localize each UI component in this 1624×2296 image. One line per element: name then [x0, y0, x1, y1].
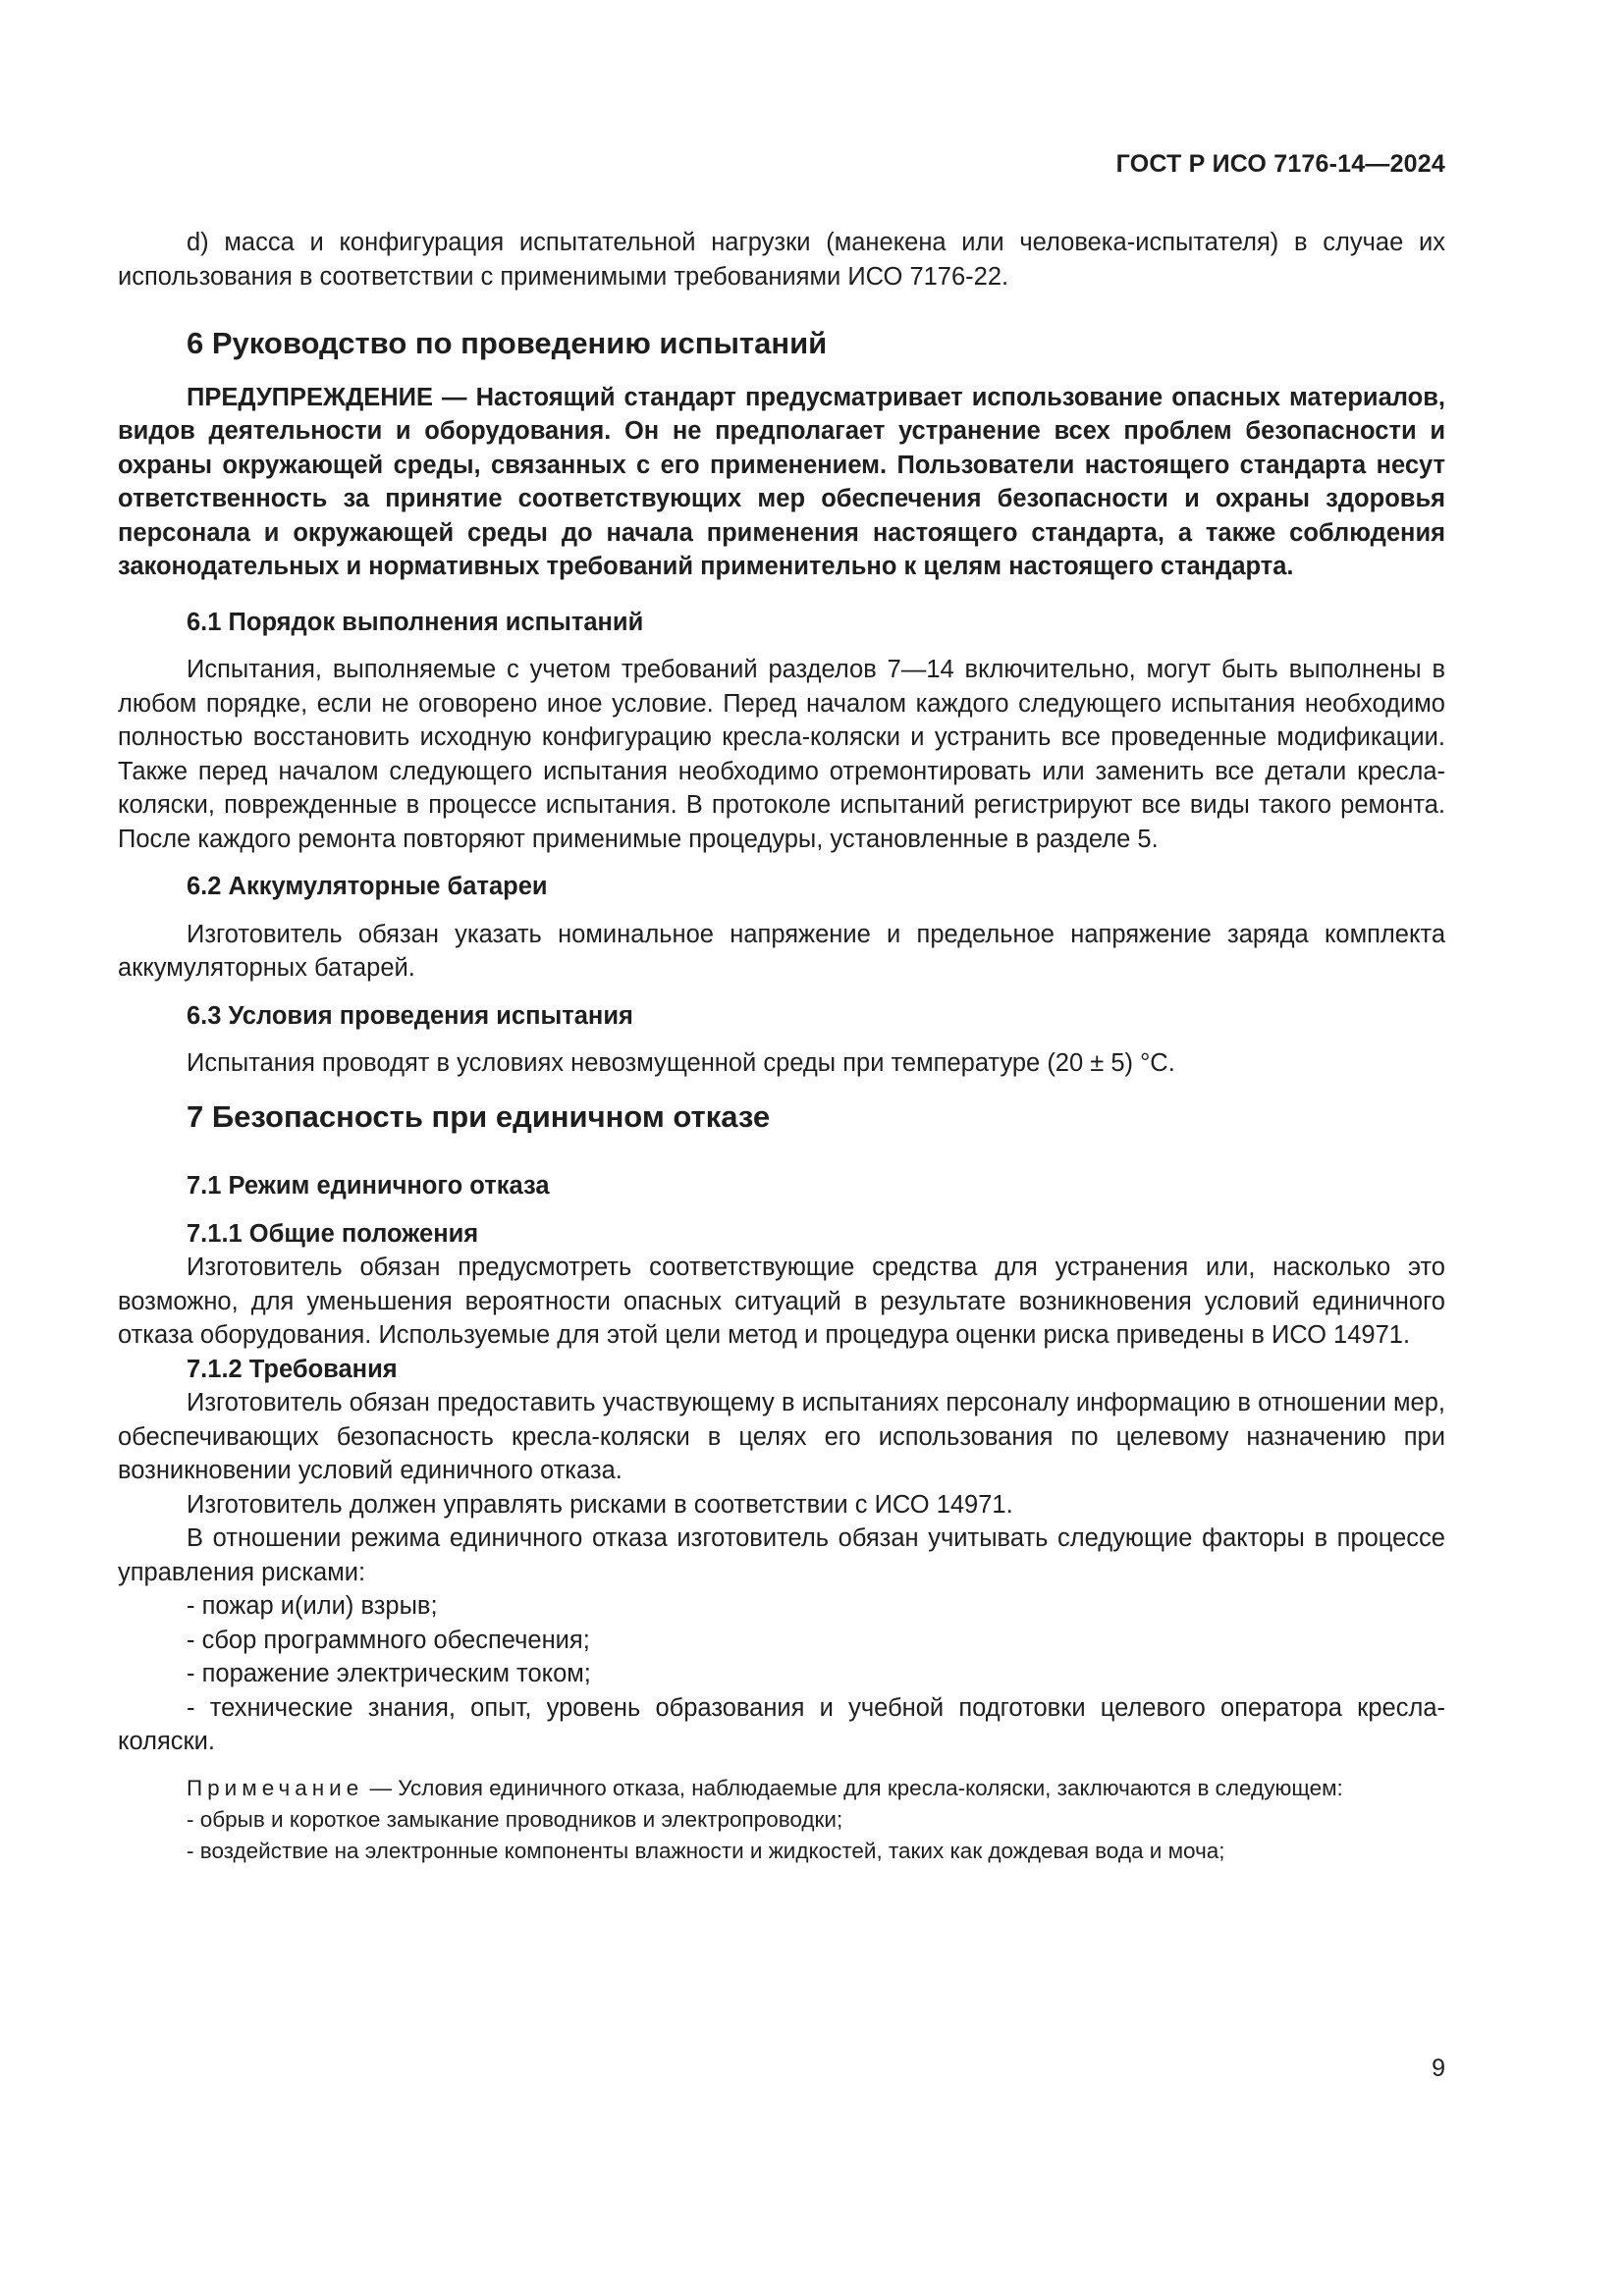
factor-list-item: - сбор программного обеспечения;	[187, 1626, 590, 1654]
note-list-item: - воздействие на электронные компоненты влажности и жидкостей, таких как дождевая вода и моча;	[187, 1838, 1225, 1863]
note-list-item: - обрыв и короткое замыкание проводников и электропроводки;	[187, 1806, 843, 1832]
section-6-2-text: Изготовитель обязан указать номинальное напряжение и предельное напряжение заряда комплекта аккумуляторных батарей.	[118, 920, 1445, 982]
section-7-1-2-paragraph: В отношении режима единичного отказа изготовитель обязан учитывать следующие факторы в процессе управления рисками:	[118, 1524, 1445, 1586]
section-6-3-text: Испытания проводят в условиях невозмущенной среды при температуре (20 ± 5) °С.	[187, 1049, 1175, 1077]
intro-list-item: d) масса и конфигурация испытательной нагрузки (манекена или человека-испытателя) в случае их использования в соответствии с применимыми требованиями ИСО 7176-22.	[118, 229, 1445, 291]
section-7-1-2-paragraph: Изготовитель должен управлять рисками в соответствии с ИСО 14971.	[187, 1490, 1013, 1519]
section-6-1-heading: 6.1 Порядок выполнения испытаний	[187, 608, 644, 636]
factor-list-item: - технические знания, опыт, уровень образования и учебной подготовки целевого оператора кресла-коляски.	[118, 1693, 1445, 1755]
section-7-1-1-text: Изготовитель обязан предусмотреть соответствующие средства для устранения или, насколько это возможно, для уменьшения вероятности опасных ситуаций в результате возникновения условий единичного отказа оборудования. Используемые для этой цели метод и процедура оценки риска приведены в ИСО 14971.	[118, 1254, 1445, 1349]
note-lead	[118, 1773, 1445, 1804]
section-7-1-1-heading: 7.1.1 Общие положения	[187, 1219, 479, 1248]
document-code-header: ГОСТ Р ИСО 7176-14—2024	[1115, 150, 1445, 178]
section-7-1-2-heading: 7.1.2 Требования	[187, 1355, 398, 1383]
section-6-2-heading: 6.2 Аккумуляторные батареи	[187, 873, 548, 900]
factor-list-item: - пожар и(или) взрыв;	[187, 1592, 438, 1620]
section-6-heading: 6 Руководство по проведению испытаний	[187, 326, 828, 360]
section-6-3-heading: 6.3 Условия проведения испытания	[187, 1001, 633, 1030]
warning-paragraph: ПРЕДУПРЕЖДЕНИЕ — Настоящий стандарт предусматривает использование опасных материалов, видов деятельности и оборудования. Он не предполагает устранение всех проблем безопасности и охраны окружающей среды, связанных с его применением. Пользователи настоящего стандарта несут ответственность за принятие соответствующих мер обеспечения безопасности и охраны здоровья персонала и окружающей среды до начала применения настоящего стандарта, а также соблюдения законодательных и нормативных требований применительно к целям настоящего стандарта.	[118, 383, 1445, 580]
note-label: Примечание	[187, 1775, 364, 1800]
page-content	[118, 226, 1445, 1867]
section-7-1-heading: 7.1 Режим единичного отказа	[187, 1172, 550, 1200]
section-7-1-2-paragraph: Изготовитель обязан предоставить участвующему в испытаниях персоналу информацию в отношении мер, обеспечивающих безопасность кресла-коляски в целях его использования по целевому назначению при возникновении условий единичного отказа.	[118, 1389, 1445, 1484]
section-7-heading: 7 Безопасность при единичном отказе	[187, 1098, 771, 1134]
note-dash: —	[363, 1775, 399, 1800]
section-6-1-text: Испытания, выполняемые с учетом требований разделов 7—14 включительно, могут быть выполнены в любом порядке, если не оговорено иное условие. Перед началом каждого следующего испытания необходимо полностью восстановить исходную конфигурацию кресла-коляски и устранить все проведенные модификации. Также перед началом следующего испытания необходимо отремонтировать или заменить все детали кресла-коляски, поврежденные в процессе испытания. В протоколе испытаний регистрируют все виды такого ремонта. После каждого ремонта повторяют применимые процедуры, установленные в разделе 5.	[118, 656, 1445, 853]
note-text: Условия единичного отказа, наблюдаемые для кресла-коляски, заключаются в следующем:	[398, 1775, 1343, 1800]
factor-list-item: - поражение электрическим током;	[187, 1660, 591, 1687]
page-number: 9	[1432, 2055, 1445, 2082]
note-block	[118, 1773, 1445, 1867]
